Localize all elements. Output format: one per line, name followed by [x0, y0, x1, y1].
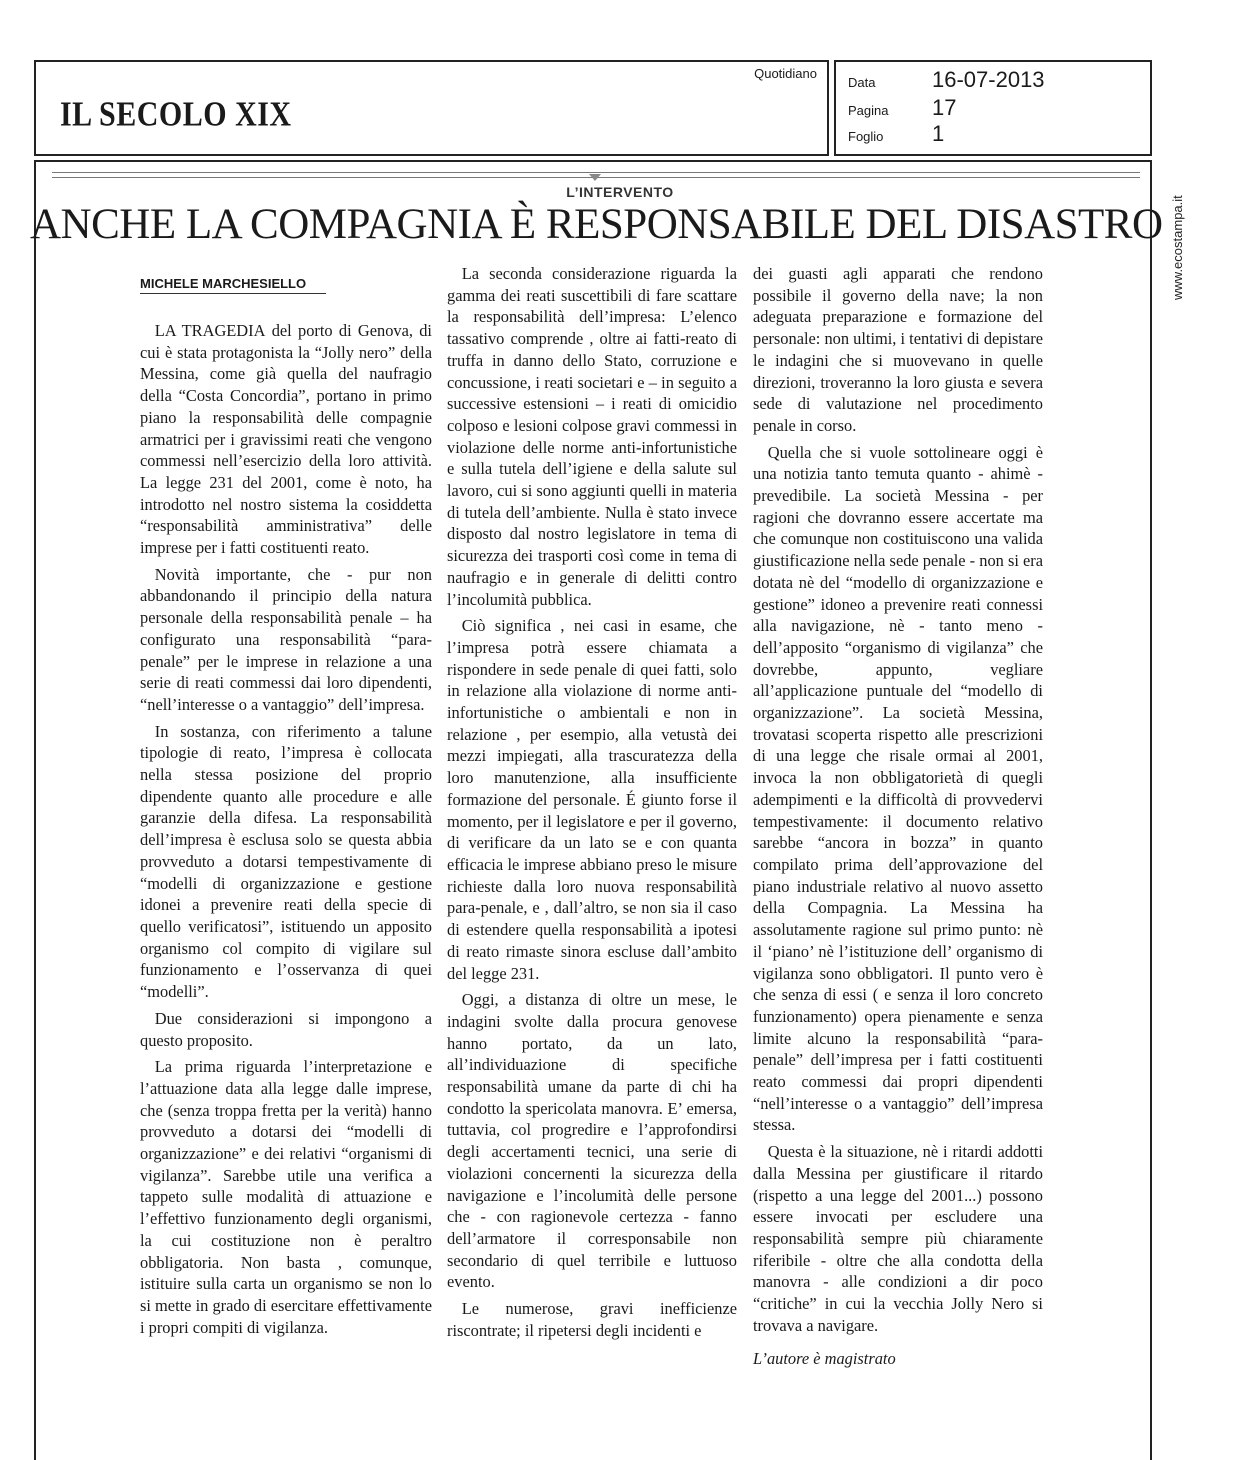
paragraph: La seconda considerazione riguarda la gamma dei reati suscettibili di fare scattare la responsabilità dell’impresa: L’elenco tassativo comprende , oltre ai fatti-reato di truffa in danno dello Stato, corruzione e concussione, i reati societari e – in seguito a successive estensioni – i reati di omicidio colposo e lesioni colpose gravi commessi in violazione delle norme anti-infortunistiche e sulla tutela dell’igiene e della salute sul lavoro, cui si sono aggiunti quelli in materia di tutela dell’ambiente. Nulla è stato invece disposto dal nostro legislatore in tema di sicurezza dei trasporti così come in tema di naufragio e in generale di delitti contro l’incolumità pubblica.: [447, 264, 737, 609]
meta-date-label: Data: [848, 75, 876, 90]
paragraph: Le numerose, gravi inefficienze riscontrate; il ripetersi degli incidenti e: [447, 1299, 737, 1340]
lead-word: LA TRAGEDIA: [154, 321, 266, 340]
masthead: IL SECOLO XIX: [60, 95, 292, 134]
clipping-meta-box: [834, 60, 1152, 156]
paragraph: La prima riguarda l’interpretazione e l’attuazione data alla legge dalle imprese, che (senza troppa fretta per la verità) hanno provveduto a dotarsi dei “modelli di organizzazione” e dei relativi “organismi di vigilanza”. Sarebbe utile una verifica a tappeto sulle modalità di attuazione e l’effettivo funzionamento degli organismi, la cui costituzione non è peraltro obbligatoria. Non basta , comunque, istituire sulla carta un organismo se non lo si mette in grado di esercitare effettivamente i propri compiti di vigilanza.: [140, 1057, 432, 1337]
meta-page-value: 17: [932, 95, 957, 120]
meta-sheet-value: 1: [932, 121, 945, 146]
periodicity-label: Quotidiano: [754, 66, 817, 81]
meta-date-value: 16-07-2013: [932, 67, 1045, 92]
article-column-3: [753, 263, 1043, 1370]
meta-page-label: Pagina: [848, 103, 889, 118]
author-note: L’autore è magistrato: [753, 1349, 896, 1369]
paragraph-text: del porto di Genova, di cui è stata protagonista la “Jolly nero” della Messina, come già quella del naufragio della “Costa Concordia”, portano in primo piano la responsabilità delle compagnie armatrici per i gravissimi reati che vengono commessi nell’esercizio della loro attività. La legge 231 del 2001, come è noto, ha introdotto nel nostro sistema la cosiddetta “responsabilità amministrativa” delle imprese per i fatti costituenti reato.: [140, 321, 432, 558]
meta-sheet-label: Foglio: [848, 129, 884, 144]
paragraph: Quella che si vuole sottolineare oggi è una notizia tanto temuta quanto - ahimè - prevedibile. La società Messina - per ragioni che dovranno essere accertate ma che comunque non costituiscono una valida giustificazione nella sede penale - non si era dotata nè del “modello di organizzazione e gestione” idoneo a prevenire reati connessi alla navigazione, nè - tanto meno - dell’apposito “organismo di vigilanza” che dovrebbe, appunto, vegliare all’applicazione puntuale del “modello di organizzazione”. La società Messina, trovatasi scoperta rispetto alle prescrizioni di una legge che risale ormai al 2001, invoca la non obbligatorietà di quegli adempimenti e la difficoltà di provvedervi tempestivamente: il documento relativo sarebbe “ancora in bozza” in quanto compilato prima dell’approvazione del piano industriale relativo al nuovo assetto della Compagnia. La Messina ha assolutamente ragione sul primo punto: nè il ‘piano’ nè l’istituzione dell’ organismo di vigilanza sono obbligatori. Il punto vero è che senza di essi ( e senza il loro concreto funzionamento) opera pienamente e senza limite alcuno la responsabilità “para-penale” dell’impresa per i fatti costituenti reato commessi dai propri dipendenti “nell’interesse o a vantaggio” dell’impresa stessa.: [753, 442, 1043, 1135]
paragraph: Oggi, a distanza di oltre un mese, le indagini svolte dalla procura genovese hanno portato, da un lato, all’individuazione di specifiche responsabilità umane da parte di chi ha condotto la spericolata manovra. E’ emersa, tuttavia, col progredire e l’approfondirsi degli accertamenti tecnici, una serie di violazioni concernenti la sicurezza della navigazione e l’incolumità delle persone che - con ragionevole certezza - fanno dell’armatore il corresponsabile non secondario di quel terribile e luttuoso evento.: [447, 990, 737, 1292]
top-rule: [52, 172, 1140, 173]
article-byline: MICHELE MARCHESIELLO: [140, 276, 326, 294]
paragraph: Questa è la situazione, nè i ritardi addotti dalla Messina per giustificare il ritardo (rispetto a una legge del 2001...) possono essere invocati per escludere una responsabilità sempre più chiaramente riferibile - oltre che alla condotta della manovra - alle condizioni a dir poco “critiche” in cui la vecchia Jolly Nero si trovava a navigare.: [753, 1142, 1043, 1335]
article-column-1: [140, 320, 432, 1338]
article-headline: ANCHE LA COMPAGNIA È RESPONSABILE DEL DISASTRO: [30, 201, 1163, 248]
rule-marker-icon: [589, 174, 601, 181]
side-url: www.ecostampa.it: [1170, 195, 1185, 300]
masthead-box: [34, 60, 829, 156]
paragraph: Due considerazioni si impongono a questo proposito.: [140, 1008, 432, 1050]
article-column-2: [447, 263, 737, 1341]
paragraph: In sostanza, con riferimento a talune tipologie di reato, l’impresa è collocata nella stessa posizione del proprio dipendente quanto alle procedure e alle garanzie della difesa. La responsabilità dell’impresa è esclusa solo se questa abbia provveduto a dotarsi tempestivamente di “modelli di organizzazione e gestione idonei a prevenire reati della specie di quello verificatosi”, istituendo un apposito organismo col compito di vigilare sul funzionamento e l’osservanza di quei “modelli”.: [140, 721, 432, 1002]
paragraph: dei guasti agli apparati che rendono possibile il governo della nave; la non adeguata preparazione e formazione del personale: non ultimi, i tentativi di depistare le indagini che si muovevano in quelle direzioni, troveranno la loro giusta e severa sede di valutazione nel procedimento penale in corso.: [753, 264, 1043, 435]
paragraph: [140, 320, 432, 559]
paragraph: Ciò significa , nei casi in esame, che l’impresa potrà essere chiamata a rispondere in sede penale di quei fatti, solo in relazione alla violazione di norme anti- infortunistiche o ambientali e non in relazione , per esempio, alla vetustà dei mezzi impiegati, alla trascuratezza della loro manutenzione, alla insufficiente formazione del personale. É giunto forse il momento, per il legislatore e per il governo, di verificare da un lato se e con quanta efficacia le imprese abbiano preso le misure richieste dalla loro nuova responsabilità para-penale, e , dall’altro, se non sia il caso di estendere quella responsabilità a ipotesi di reato rimaste sinora escluse dall’ambito del legge 231.: [447, 616, 737, 983]
article-kicker: L’INTERVENTO: [566, 184, 674, 200]
paragraph: Novità importante, che - pur non abbandonando il principio della natura personale della responsabilità penale – ha configurato una responsabilità “para-penale” per le imprese in relazione a una serie di reati commessi dai loro dipendenti, “nell’interesse o a vantaggio” dell’impresa.: [140, 564, 432, 714]
